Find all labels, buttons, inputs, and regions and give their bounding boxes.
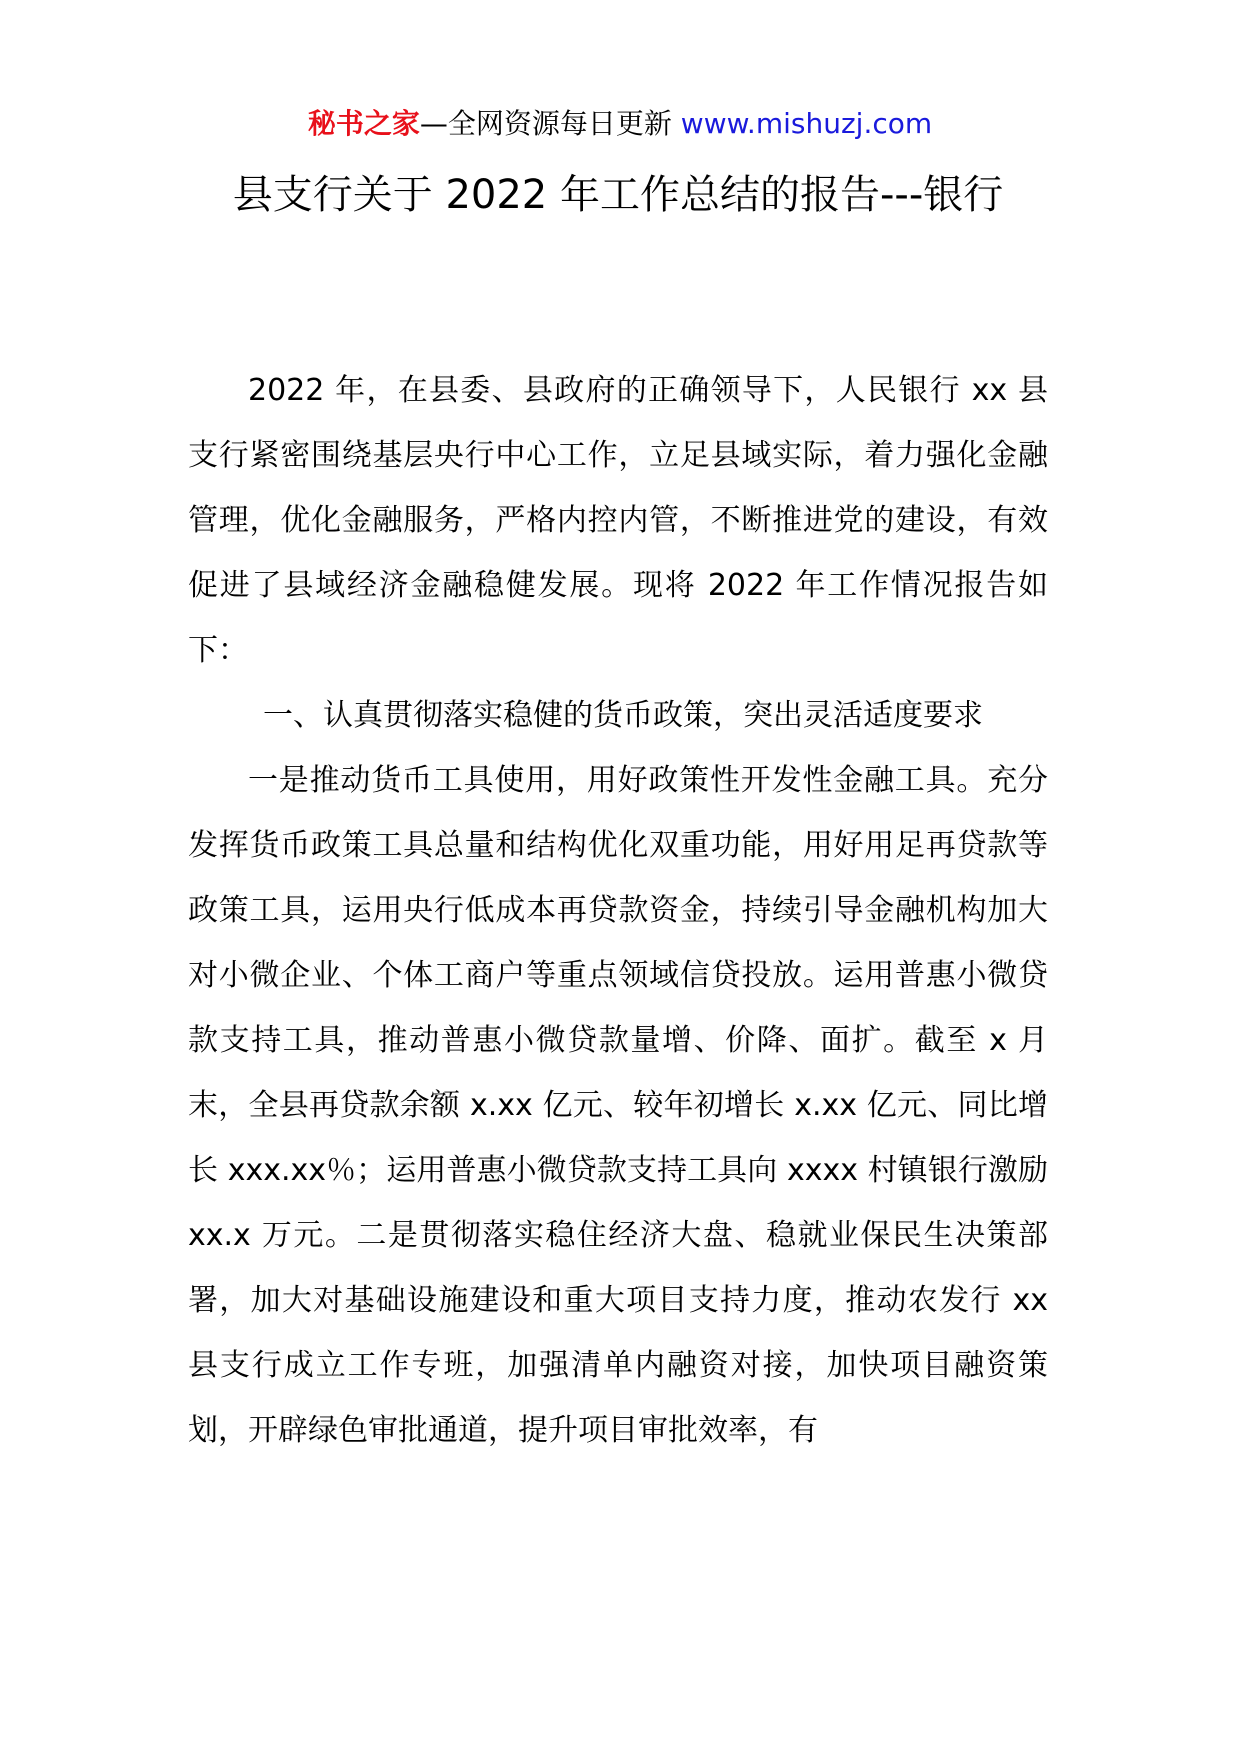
site-header: [0, 104, 1240, 144]
document-body: [188, 358, 1048, 1463]
site-tagline: —全网资源每日更新: [419, 107, 672, 140]
site-url-link[interactable]: www.mishuzj.com: [680, 107, 933, 140]
body-paragraph: 一是推动货币工具使用，用好政策性开发性金融工具。充分发挥货币政策工具总量和结构优化双重功能，用好用足再贷款等政策工具，运用央行低成本再贷款资金，持续引导金融机构加大对小微企业、个体工商户等重点领域信贷投放。运用普惠小微贷款支持工具，推动普惠小微贷款量增、价降、面扩。截至 x 月末，全县再贷款余额 x.xx 亿元、较年初增长 x.xx 亿元、同比增长 xxx.xx％；运用普惠小微贷款支持工具向 xxxx 村镇银行激励 xx.x 万元。二是贯彻落实稳住经济大盘、稳就业保民生决策部署，加大对基础设施建设和重大项目支持力度，推动农发行 xx 县支行成立工作专班，加强清单内融资对接，加快项目融资策划，开辟绿色审批通道，提升项目审批效率，有: [188, 763, 1048, 1448]
site-brand: 秘书之家: [307, 107, 420, 140]
section-heading: 一、认真贯彻落实稳健的货币政策，突出灵活适度要求: [263, 698, 983, 733]
document-title: 县支行关于 2022 年工作总结的报告---银行: [232, 172, 1004, 218]
intro-paragraph: 2022 年，在县委、县政府的正确领导下，人民银行 xx 县支行紧密围绕基层央行中心工作，立足县域实际，着力强化金融管理，优化金融服务，严格内控内管，不断推进党的建设，有效促进了县域经济金融稳健发展。现将 2022 年工作情况报告如下：: [188, 373, 1048, 668]
